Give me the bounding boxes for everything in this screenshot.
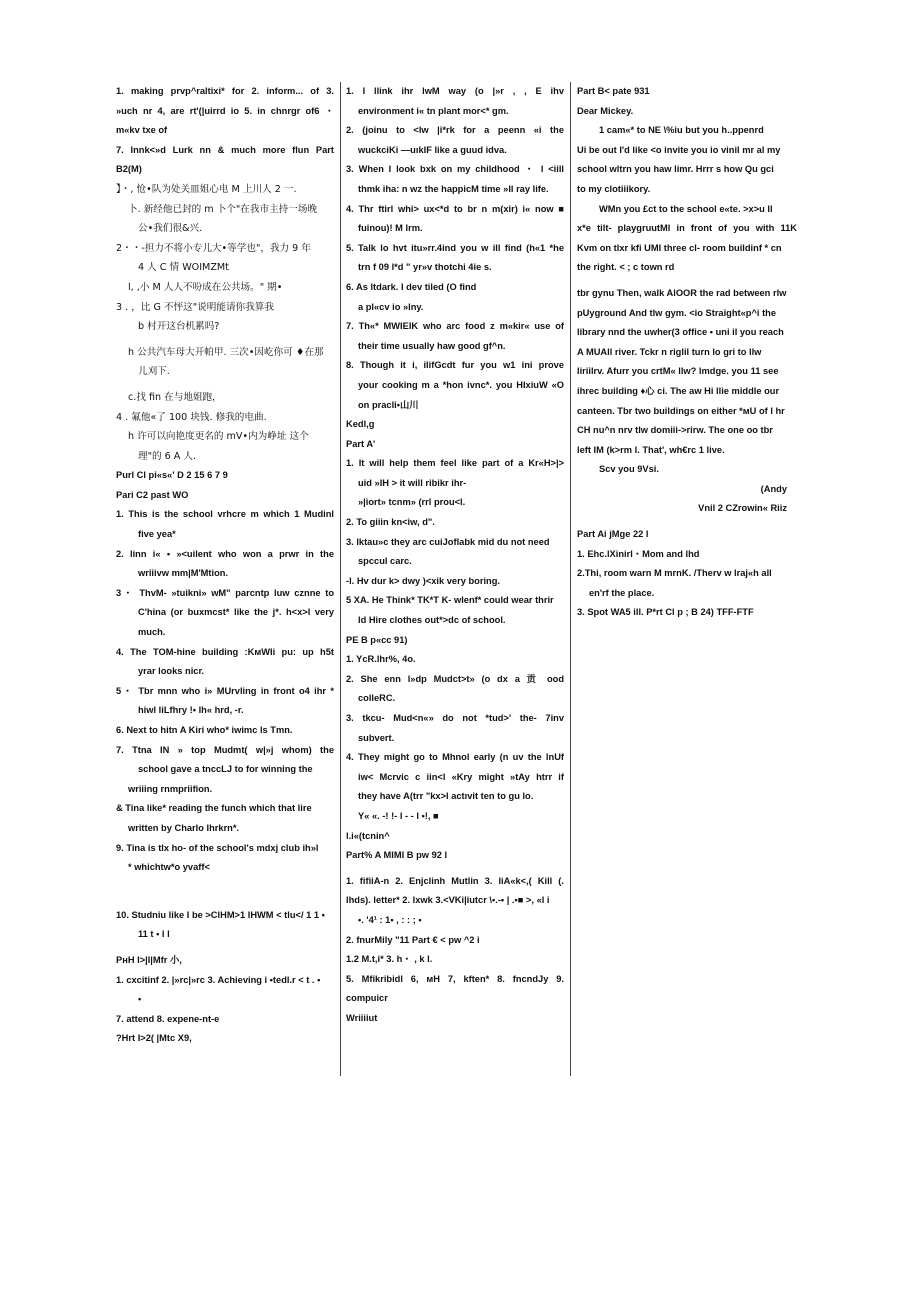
text-line: 7. attend 8. expene-nt-e bbox=[116, 1013, 220, 1024]
text-line: iw< Mcrvic c iin<l «Kry might »tAy htrr if bbox=[358, 771, 564, 782]
text-line: 3. tkcu- Mud<n«» do not *tud>' the- 7inv bbox=[346, 713, 564, 723]
text-line: 5. Talk lo hvt itu»rr.4ind you w ill find (h«1 *he bbox=[346, 242, 564, 253]
text-line: yrar looks nicr. bbox=[138, 666, 205, 677]
text-line: • bbox=[138, 994, 142, 1005]
text-line: PнH I>|I|Mfr 小, bbox=[116, 954, 182, 965]
text-line: Dear Mickey. bbox=[577, 105, 634, 116]
text-line: A MUAll river. Tckr n riglil turn lo gri to llw bbox=[577, 346, 762, 357]
text-line: library nnd the uwher(3 office • uni il you reach bbox=[577, 327, 784, 338]
text-line: »|iort» tcnm» (rrl prou<l. bbox=[358, 497, 466, 508]
text-line: 5. Mfikribidl 6, мH 7, kften* 8. fncndJy 9. bbox=[346, 973, 564, 984]
text-line: trn f 09 l*d " yr»v thotchi 4ie s. bbox=[358, 262, 492, 273]
text-line: l.i«(tcnin^ bbox=[346, 830, 390, 841]
text-line: 2. fnurMily "11 Part € < pw ^2 i bbox=[346, 934, 480, 945]
text-line: WMn you £ct to the school e«te. >x>u ll bbox=[599, 203, 773, 214]
text-line: C'hina (or buxmcst* like the j*. h<x>l very bbox=[138, 607, 334, 618]
column-divider-right bbox=[570, 82, 571, 1076]
line-spacer bbox=[116, 892, 334, 906]
text-line: Kedl,g bbox=[346, 419, 375, 430]
text-line: Wriiiiut bbox=[346, 1012, 378, 1023]
text-line: 7. Th«* MWIEIK who arc food z m«kir« use of bbox=[346, 321, 564, 332]
text-line: B2(M) bbox=[116, 164, 142, 175]
text-line: 4. They might go to Mhnol early (n uv the lnUf bbox=[346, 752, 564, 763]
text-line: Vnil 2 CZrowin« Riiz bbox=[698, 503, 787, 514]
text-line: ?Hrt I>2( |Mtc X9, bbox=[116, 1033, 192, 1044]
text-line: lhds). letter* 2. lxwk 3.<VKi|iutcr \•.-• | .•■ >, «l i bbox=[346, 895, 550, 906]
text-line: 3・ ThvM- »tuikni» wM" parcntp luw cznne to bbox=[116, 587, 334, 598]
text-line: 10. Studniu like I be >ClHM>1 IHWM < tlu</ 1 1 • bbox=[116, 909, 325, 920]
text-line: to my clotiiikory. bbox=[577, 183, 651, 194]
text-line: Scv you 9Vsi. bbox=[599, 464, 659, 475]
text-line: pUyground And tlw gym. <io Straight«p^i the bbox=[577, 307, 777, 318]
text-line: 11 t • l l bbox=[138, 929, 170, 940]
text-line: their time usually haw good gf^n. bbox=[358, 340, 506, 351]
text-line: they have A(trr "kx>l actıvit ten to gu lo. bbox=[358, 791, 534, 802]
text-line: compuicr bbox=[346, 993, 388, 1004]
text-line: 3. lktau»c they arc cuiJoflabk mid du not need bbox=[346, 536, 550, 547]
text-line: thmk iha: n wz the happicM time »ll ray life. bbox=[358, 183, 549, 194]
text-line: Kvm on tlxr kfi UMI three cl- room buildinf * cn bbox=[577, 242, 782, 253]
text-line: 7. Innk<»d Lurk nn & much more flun Part bbox=[116, 144, 334, 155]
text-line: 3 . ，比 G 不怦这"说明能请你我算我 bbox=[116, 301, 274, 313]
text-line: 4. Thr ftirl whi> ux<*d to br n m(xir) i« now ■ bbox=[346, 203, 564, 214]
text-line: your cooking m a *hon ivnc*. you HIxiuW «O bbox=[358, 379, 564, 390]
line-spacer bbox=[116, 878, 334, 892]
text-line: written by Charlo Ihrkrn*. bbox=[128, 822, 240, 833]
text-line: 1 cam«* to NE \%iu but you h..ppenrd bbox=[599, 125, 764, 136]
text-line: the right. < ; c town rd bbox=[577, 262, 675, 273]
text-line: x*e tilt- playgruutMl in front of you with 11K bbox=[577, 223, 797, 234]
text-line: 4. The TOM-hine building :KмWIi pu: up h5t bbox=[116, 646, 334, 657]
text-line: uid »IH > it will ribikr ihr- bbox=[358, 477, 467, 488]
text-line: school wltrn you haw limr. Hrrr s how Qu gci bbox=[577, 164, 774, 175]
text-line: * whichtw*o yvaff< bbox=[128, 862, 210, 873]
answer-column-2 bbox=[346, 82, 564, 1029]
text-line: 理"的 6 A 人. bbox=[138, 450, 197, 462]
text-line: 1. This is the school vrhcre m which 1 Mudinl bbox=[116, 509, 334, 520]
text-line: tbr gynu Then, walk AlOOR the rad between rlw bbox=[577, 287, 787, 298]
text-line: Pari C2 past WO bbox=[116, 489, 189, 500]
text-line: 1. YcR.lhr%, 4o. bbox=[346, 654, 416, 665]
text-line: wriiivw mm|M'Mtion. bbox=[138, 568, 229, 579]
text-line: 1. making prvp^raltixi* for 2. inform... of 3. bbox=[116, 86, 334, 96]
text-line: 1. fifiiA-n 2. Enjclinh Mutlin 3. liA«k<,( Kill (. bbox=[346, 875, 564, 886]
text-line: environment i« tn plant mor<* gm. bbox=[358, 105, 509, 116]
text-line: PE B p«cc 91) bbox=[346, 634, 408, 645]
text-line: 儿刈下. bbox=[138, 366, 170, 378]
text-line: 4 人 C 情 WOIMZMt bbox=[138, 262, 229, 274]
text-line: Part Ai jMge 22 l bbox=[577, 529, 649, 540]
text-line: 6. Next to hitn A Kiri who* iwimc ls Tmn. bbox=[116, 725, 293, 735]
text-line: (Andy bbox=[760, 483, 787, 494]
text-line: wriiing rnmpriifion. bbox=[128, 783, 213, 794]
text-line: 9. Tina is tlx ho- of the school's mdxj club ih»l bbox=[116, 842, 319, 853]
text-line: •. '4¹ : 1• , : : ; • bbox=[358, 914, 422, 925]
answer-column-3 bbox=[577, 82, 797, 623]
text-line: 5・ Tbr mnn who i» MUrvling in front o4 ihr * bbox=[116, 685, 334, 696]
text-line: 1. I llink ihr lwM way (o |»r , , E ihv bbox=[346, 86, 564, 96]
text-line: 1. Ehc.lXinirl・Mom and lhd bbox=[577, 548, 700, 559]
text-line: much. bbox=[138, 627, 166, 638]
text-line: fuinou)! M lrm. bbox=[358, 223, 423, 234]
text-line: m«kv txe of bbox=[116, 125, 168, 136]
text-line: -l. Hv dur k> dwy )<xik very boring. bbox=[346, 575, 500, 586]
text-line: hiwl liLfhry !• lh« hrd, -r. bbox=[138, 705, 244, 716]
text-line: spccul carc. bbox=[358, 556, 412, 567]
text-line: canteen. Tbr two buildings on either *мU of l hr bbox=[577, 405, 785, 416]
text-line: 2. To giiin kn<iw, d". bbox=[346, 517, 435, 528]
text-line: ihrec building ♦心 ci. The aw Hi llie middle our bbox=[577, 385, 780, 396]
text-line: school gave a tnccLJ to for winning the bbox=[138, 764, 313, 775]
text-line: 3. Spot WA5 ill. P*rt Cl p ; B 24) TFF-FTF bbox=[577, 607, 754, 618]
text-line: en'rf the place. bbox=[589, 587, 655, 598]
text-line: 5 XA. He Think* TK*T K- wlenf* could wear thrir bbox=[346, 595, 554, 606]
text-line: 2.Thi, room warn M mrnK. /Therv w lraj«h all bbox=[577, 568, 772, 579]
text-line: 7. Ttna IN » top Mudmt( w|»j whom) the bbox=[116, 744, 334, 755]
text-line: liriilrv. Afurr you crtM« llw? lmdge. you 11 see bbox=[577, 366, 779, 377]
text-line: Part B< pate 931 bbox=[577, 86, 650, 96]
answer-column-1 bbox=[116, 82, 334, 1049]
column-divider-left bbox=[340, 82, 341, 1076]
text-line: CH nu^n nrv tlw domiii->rirw. The one oo tbr bbox=[577, 425, 773, 436]
text-line: c.找 fin 在与地姐跑， bbox=[128, 391, 222, 403]
text-line: Ui be out I'd like <o invite you io vinil mr al my bbox=[577, 144, 781, 155]
text-line: a pl«cv io »lny. bbox=[358, 301, 424, 312]
text-line: five yea* bbox=[138, 529, 176, 540]
text-line: colleRC. bbox=[358, 693, 396, 704]
text-line: 2. She enn l»dp Mudct>t» (o dx a 贡 ood bbox=[346, 673, 564, 684]
text-line: h 公共汽车母大开帕甲. 三次•因屹你可 ♦在那 bbox=[128, 346, 324, 358]
text-line: 1. cxcitinf 2. |»rc|»rc 3. Achieving i •tedl.r < t . • bbox=[116, 974, 321, 985]
text-line: Part A' bbox=[346, 438, 376, 449]
text-line: 3. When I look bxk on my childhood ・ l <iill bbox=[346, 164, 564, 175]
text-line: ld Hire clothes out*>dc of school. bbox=[358, 615, 506, 626]
text-line: 1.2 M.t,i* 3. h・ , k l. bbox=[346, 954, 433, 965]
text-line: 2. linn i« • »<uilent who won a prwr in the bbox=[116, 548, 334, 559]
text-line: 公•我们很&兴. bbox=[138, 223, 203, 235]
text-line: 6. As ltdark. I dev tiled (O find bbox=[346, 281, 477, 292]
text-line: 8. Though it i, ilifGcdt fur you w1 ini prove bbox=[346, 360, 564, 371]
text-line: l, ,小 M 人人不吩成在公共场。" 期• bbox=[128, 281, 283, 293]
text-line: 4 . 氟他«了 100 块钱. 修我的电曲. bbox=[116, 411, 267, 423]
text-line: 2・・-担力不将小专儿大•等学也"，我力 9 年 bbox=[116, 242, 311, 254]
text-line: on pracli•山川 bbox=[358, 399, 419, 410]
text-line: 1. It will help them feel like part of a Kr«H>|> bbox=[346, 458, 564, 469]
text-line: Purl Cl pi«s«' D 2 15 6 7 9 bbox=[116, 470, 228, 481]
text-line: 】・, 怆•队为处关皿姐心电 M 上川人 2 一. bbox=[116, 183, 297, 195]
text-line: h 许可以向艳度更名的 mV•内为峥址 这个 bbox=[128, 431, 309, 443]
text-line: »uch nr 4, are rt'(|uirrd io 5. in chnrgr of6 ・ bbox=[116, 105, 334, 116]
text-line: Y« «. -! !- l - - l •!, ■ bbox=[358, 810, 439, 821]
text-line: Part% A MIMI B pw 92 l bbox=[346, 850, 448, 861]
text-line: 2. (joinu to <lw |i*rk for a peenn «i the bbox=[346, 125, 564, 136]
text-line: b 村开这台机累吗? bbox=[138, 321, 220, 333]
text-line: left IM (k>rm l. That', wh€rc 1 live. bbox=[577, 444, 725, 455]
text-line: & Tina like* reading the funch which that lire bbox=[116, 803, 312, 814]
text-line: subvert. bbox=[358, 732, 395, 743]
text-line: wuckciKi —uıkIF like a guud idva. bbox=[358, 144, 507, 155]
text-line: 卜. 新经他已封的 m 卜个"在我市主持一场晚 bbox=[128, 203, 318, 215]
